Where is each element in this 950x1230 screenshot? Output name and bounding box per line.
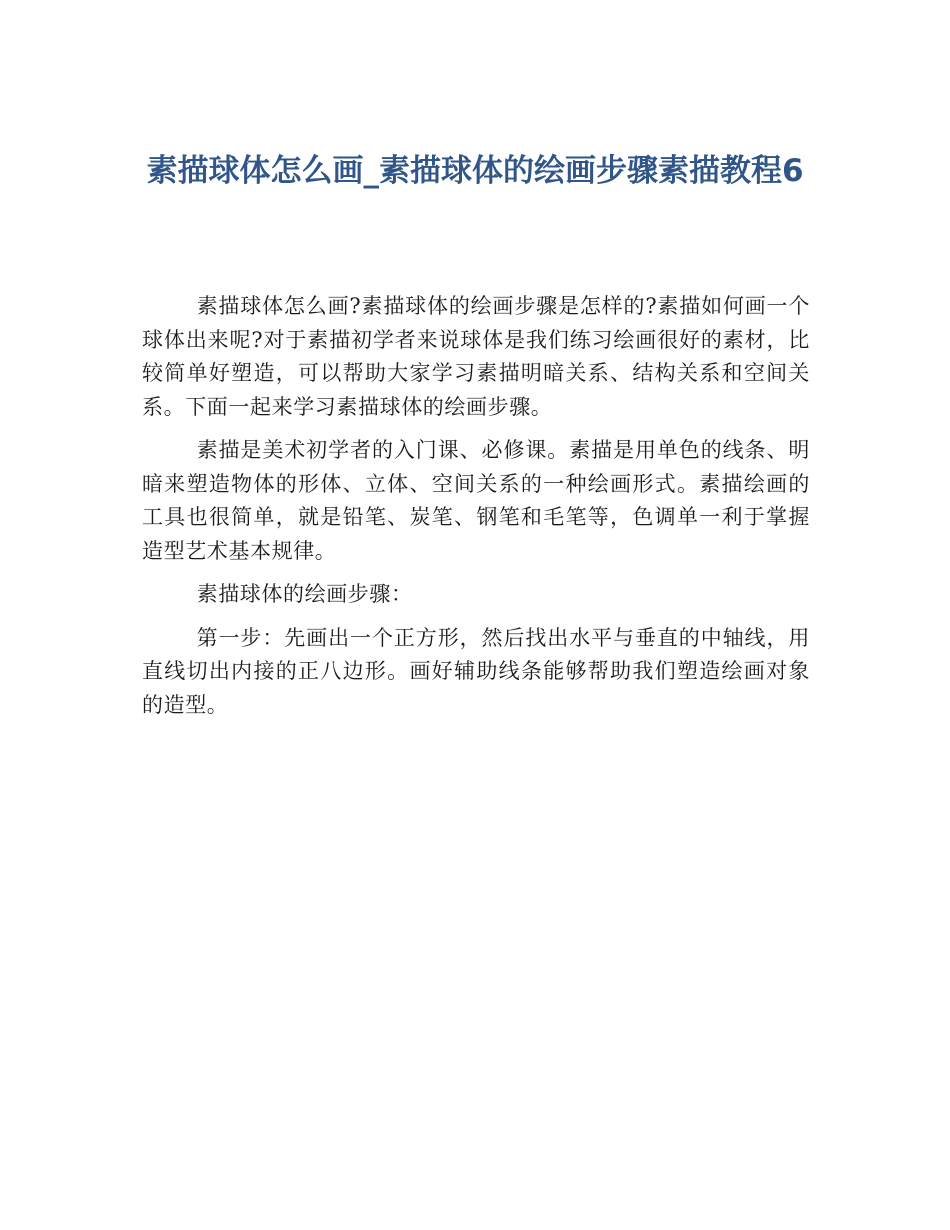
document-body [142, 290, 810, 732]
paragraph-step-one: 第一步：先画出一个正方形，然后找出水平与垂直的中轴线，用直线切出内接的正八边形。画好辅助线条能够帮助我们塑造绘画对象的造型。 [142, 625, 810, 717]
paragraph-steps-heading: 素描球体的绘画步骤： [196, 582, 413, 606]
paragraph-sketch-definition: 素描是美术初学者的入门课、必修课。素描是用单色的线条、明暗来塑造物体的形体、立体、空间关系的一种绘画形式。素描绘画的工具也很简单，就是铅笔、炭笔、钢笔和毛笔等，色调单一利于掌握造型艺术基本规律。 [142, 438, 810, 563]
document-title: 素描球体怎么画_素描球体的绘画步骤素描教程6 [146, 153, 804, 189]
paragraph-intro: 素描球体怎么画?素描球体的绘画步骤是怎样的?素描如何画一个球体出来呢?对于素描初学者来说球体是我们练习绘画很好的素材，比较简单好塑造，可以帮助大家学习素描明暗关系、结构关系和空间关系。下面一起来学习素描球体的绘画步骤。 [142, 294, 810, 419]
